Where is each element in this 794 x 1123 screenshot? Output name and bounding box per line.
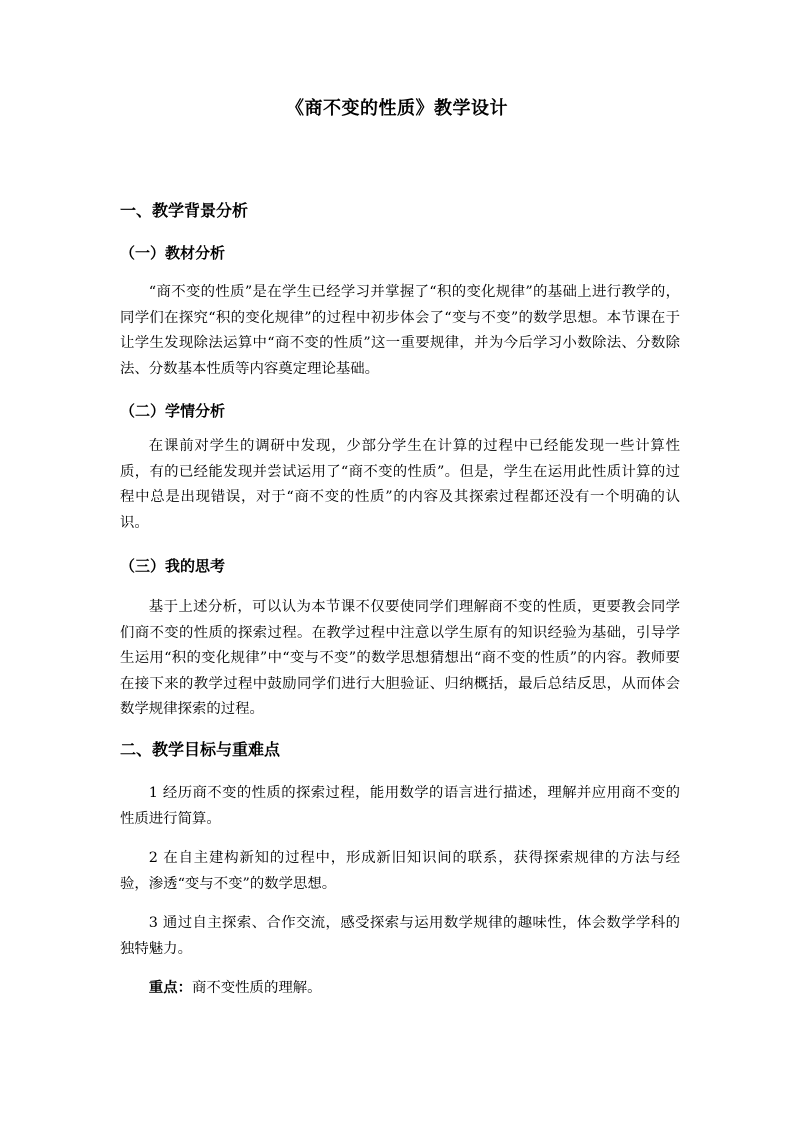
key-point-label: 重点： xyxy=(148,980,192,996)
subsection-heading-students: （二）学情分析 xyxy=(120,402,226,420)
document-title: 《商不变的性质》教学设计 xyxy=(286,98,508,119)
section-heading-goals: 二、教学目标与重难点 xyxy=(120,740,281,759)
key-point-text: 商不变性质的理解。 xyxy=(191,980,322,996)
goal-item-2: 2 在自主建构新知的过程中，形成新旧知识间的联系，获得探索规律的方法与经验，渗透“变与不变”的数学思想。 xyxy=(120,850,680,892)
paragraph-student-analysis: 在课前对学生的调研中发现，少部分学生在计算的过程中已经能发现一些计算性质，有的已经能发现并尝试运用了“商不变的性质”。但是，学生在运用此性质计算的过程中总是出现错误，对于“商不变的性质”的内容及其探索过程都还没有一个明确的认识。 xyxy=(120,438,680,531)
subsection-heading-reflection: （三）我的思考 xyxy=(120,557,226,575)
goal-item-1: 1 经历商不变的性质的探索过程，能用数学的语言进行描述，理解并应用商不变的性质进行简算。 xyxy=(120,785,680,827)
paragraph-my-thinking: 基于上述分析，可以认为本节课不仅要使同学们理解商不变的性质，更要教会同学们商不变的性质的探索过程。在教学过程中注意以学生原有的知识经验为基础，引导学生运用“积的变化规律”中“变与不变”的数学思想猜想出“商不变的性质”的内容。教师要在接下来的教学过程中鼓励同学们进行大胆验证、归纳概括，最后总结反思，从而体会数学规律探索的过程。 xyxy=(120,599,680,717)
section-heading-background: 一、教学背景分析 xyxy=(120,201,249,220)
paragraph-textbook-analysis: “商不变的性质”是在学生已经学习并掌握了“积的变化规律”的基础上进行教学的，同学们在探究“积的变化规律”的过程中初步体会了“变与不变”的数学思想。本节课在于让学生发现除法运算中“商不变的性质”这一重要规律，并为今后学习小数除法、分数除法、分数基本性质等内容奠定理论基础。 xyxy=(120,284,680,377)
key-point-line xyxy=(120,976,680,1002)
goal-item-3: 3 通过自主探索、合作交流，感受探索与运用数学规律的趣味性，体会数学学科的独特魅力。 xyxy=(120,915,680,957)
subsection-heading-textbook: （一）教材分析 xyxy=(120,244,226,262)
